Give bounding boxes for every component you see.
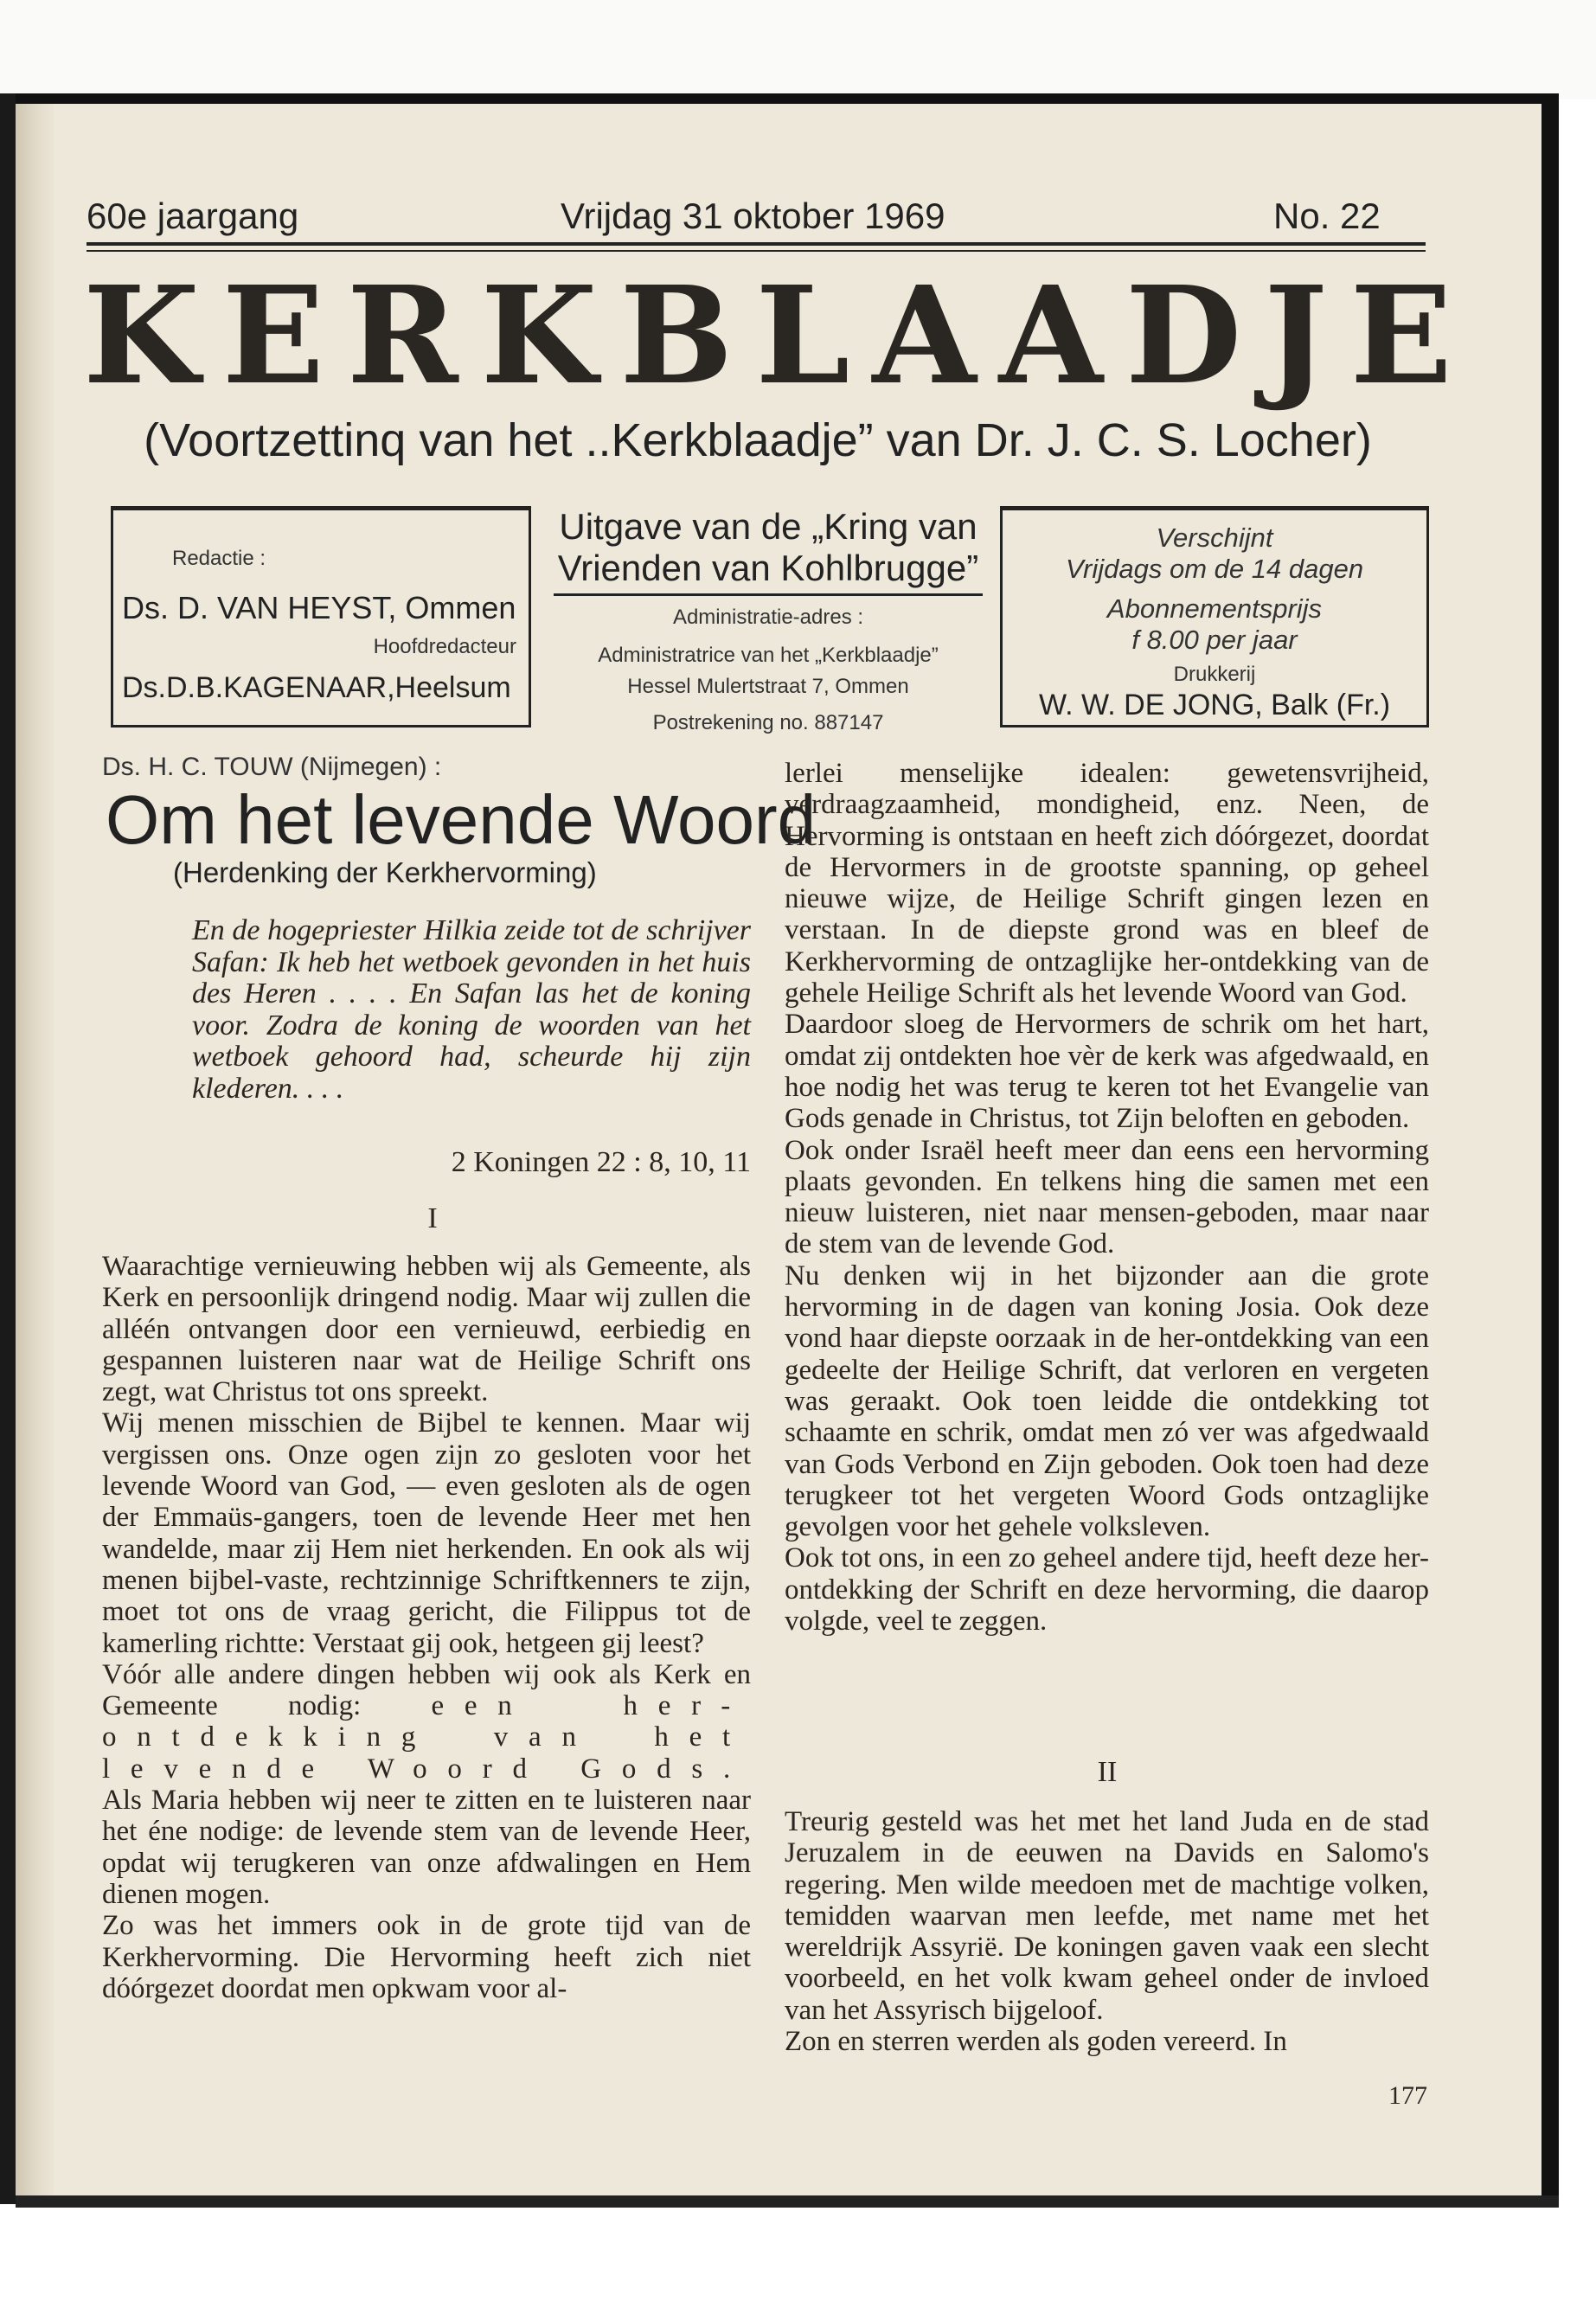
- info-box: [1000, 506, 1429, 727]
- volume-label: 60e jaargang: [87, 195, 299, 236]
- paragraph: [102, 1659, 751, 1910]
- printer-label: Drukkerij: [1173, 663, 1256, 686]
- postal-account: Postrekening no. 887147: [652, 711, 884, 734]
- paragraph: Nu denken wij in het bijzonder aan die grote hervorming in de dagen van koning Josia. Ook deze vond haar diepste oorzaak in de her-ontdekking van een gedeelte der Heilige Schrift, dat verloren en vergeten was geraakt. Ook toen leidde die ontdekking tot schaamte en schrik, omdat men zó ver was afgedwaald van Gods Verbond en Zijn geboden. Ook toen had deze terugkeer tot het vergeten Woord Gods ontzaglijke gevolgen voor het gehele volksleven.: [785, 1259, 1429, 1543]
- section-heading-1: I: [427, 1202, 438, 1234]
- scripture-reference: 2 Koningen 22 : 8, 10, 11: [451, 1146, 751, 1178]
- header-rule-thin: [87, 250, 1426, 252]
- printer-name: W. W. DE JONG, Balk (Fr.): [1038, 689, 1391, 721]
- paragraph: Zo was het immers ook in de grote tijd van de Kerkhervorming. Die Hervorming heeft zich niet dóórgezet doordat men opkwam voor al-: [102, 1910, 751, 2004]
- scan-border-top: [0, 93, 1557, 104]
- left-column: [102, 1251, 751, 2004]
- scan-border-left: [0, 93, 16, 2204]
- scan-border-right: [1542, 93, 1559, 2204]
- paragraph: Ook onder Israël heeft meer dan eens een hervorming plaats gevonden. En telkens hing die samen met een nieuw luisteren, niet naar mensen-geboden, maar naar de stem van de levende God.: [785, 1134, 1429, 1260]
- article-subtitle: (Herdenking der Kerkhervorming): [173, 856, 597, 888]
- paragraph: Wij menen misschien de Bijbel te kennen. Maar wij vergissen ons. Onze ogen zijn zo gesloten voor het levende Woord van God, — even gesloten als de ogen der Emmaüs-gangers, toen de levende Heer met hen wandelde, maar zij Hem niet herkenden. En ook als wij menen bijbel-vaste, rechtzinnige Schriftkenners te zijn, moet tot ons de vraag gericht, die Filippus tot de kamerling richtte: Verstaat gij ook, hetgeen gij leest?: [102, 1407, 751, 1659]
- paragraph-start: Vóór alle andere dingen hebben wij ook als Kerk en Gemeente nodig:: [102, 1658, 751, 1722]
- header-rule: [87, 242, 1426, 246]
- paragraph: lerlei menselijke idealen: gewetensvrijheid, verdraagzaamheid, mondigheid, enz. Neen, de Hervorming is ontstaan en heeft zich dóórgezet, doordat de Hervormers in de grootste spanning, op geheel nieuwe wijze, de Heilige Schrift gingen lezen en verstaan. In de diepste grond was en bleef de Kerkhervorming de ontzaglijke her-ontdekking van de gehele Heilige Schrift als het levende Woord van God.: [785, 758, 1429, 1009]
- binding-spine: [16, 104, 54, 2195]
- redaction-label: Redactie :: [172, 547, 266, 570]
- admin-address: Hessel Mulertstraat 7, Ommen: [627, 675, 909, 698]
- paragraph: Daardoor sloeg de Hervormers de schrik om het hart, omdat zij ontdekten hoe vèr de kerk was afgedwaald, en hoe nodig het was terug te keren tot het Evangelie van Gods genade in Christus, tot Zijn beloften en geboden.: [785, 1009, 1429, 1135]
- admin-label: Administratie-adres :: [672, 606, 864, 629]
- subscription-line2: f 8.00 per jaar: [1131, 625, 1298, 655]
- issue-number: No. 22: [1273, 195, 1381, 236]
- masthead-subtitle: (Voortzettinq van het ..Kerkblaadje” van Dr. J. C. S. Locher): [144, 414, 1372, 466]
- masthead-title: KERKBLAADJE: [83, 256, 1475, 414]
- article-byline: Ds. H. C. TOUW (Nijmegen) :: [102, 753, 442, 781]
- second-editor-name: Ds.D.B.KAGENAAR,Heelsum: [122, 671, 511, 704]
- section-heading-2: II: [1097, 1756, 1118, 1788]
- admin-name: Administratrice van het „Kerkblaadje”: [598, 644, 939, 667]
- chief-editor-name: Ds. D. VAN HEYST, Ommen: [122, 590, 516, 625]
- paragraph: Zon en sterren werden als goden vereerd. In: [785, 2026, 1287, 2058]
- appears-line2: Vrijdags om de 14 dagen: [1065, 554, 1364, 584]
- publisher-heading-line1: Uitgave van de „Kring van: [559, 506, 977, 547]
- scripture-quote: En de hogepriester Hilkia zeide tot de schrijver Safan: Ik heb het wetboek gevonden in het huis des Heren . . . . En Safan las het de koning voor. Zodra de koning de woorden van het wetboek gehoord had, scheurde hij zijn klederen. . . .: [192, 914, 751, 1105]
- appears-line1: Verschijnt: [1156, 522, 1273, 553]
- right-column-top: [785, 758, 1429, 1637]
- paragraph: Waarachtige vernieuwing hebben wij als Gemeente, als Kerk en persoonlijk dringend nodig. Maar wij zullen die alléén ontvangen door een vernieuwd, eerbiedig en gespannen luisteren naar wat de Heilige Schrift ons zegt, wat Christus tot ons spreekt.: [102, 1251, 751, 1408]
- publisher-heading: [550, 506, 986, 589]
- paragraph: Treurig gesteld was het met het land Juda en de stad Jeruzalem in de eeuwen na Davids en Salomo's regering. Men wilde meedoen met de machtige volken, temidden waarvan men leefde, met name met het wereldrijk Assyrië. De koningen gaven vaak een slecht voorbeeld, en het volk kwam geheel onder de invloed van het Assyrisch bijgeloof.: [785, 1806, 1429, 2026]
- article-title: Om het levende Woord: [106, 781, 817, 858]
- right-column-bottom: [785, 1806, 1429, 2057]
- paragraph-end: Als Maria hebben wij neer te zitten en te luisteren naar het éne nodige: de levende stem van de levende Heer, opdat wij terugkeren van onze afdwalingen en Hem dienen mogen.: [102, 1785, 751, 1910]
- redaction-box: [111, 506, 531, 727]
- subscription-line1: Abonnementsprijs: [1106, 593, 1323, 624]
- issue-date: Vrijdag 31 oktober 1969: [561, 195, 945, 236]
- paragraph: Ook tot ons, in een zo geheel andere tijd, heeft deze her-ontdekking der Schrift en deze hervorming, die daarop volgde, veel te zeggen.: [785, 1542, 1429, 1638]
- page-number: 177: [1388, 2081, 1427, 2110]
- publisher-rule: [554, 593, 983, 596]
- scan-border-bottom: [16, 2195, 1559, 2208]
- scan-background: [0, 0, 1596, 99]
- chief-editor-role: Hoofdredacteur: [373, 635, 516, 658]
- publisher-heading-line2: Vrienden van Kohlbrugge”: [557, 548, 979, 588]
- emphasis-text: een her-ontdekking van het levende Woord Gods.: [102, 1690, 751, 1785]
